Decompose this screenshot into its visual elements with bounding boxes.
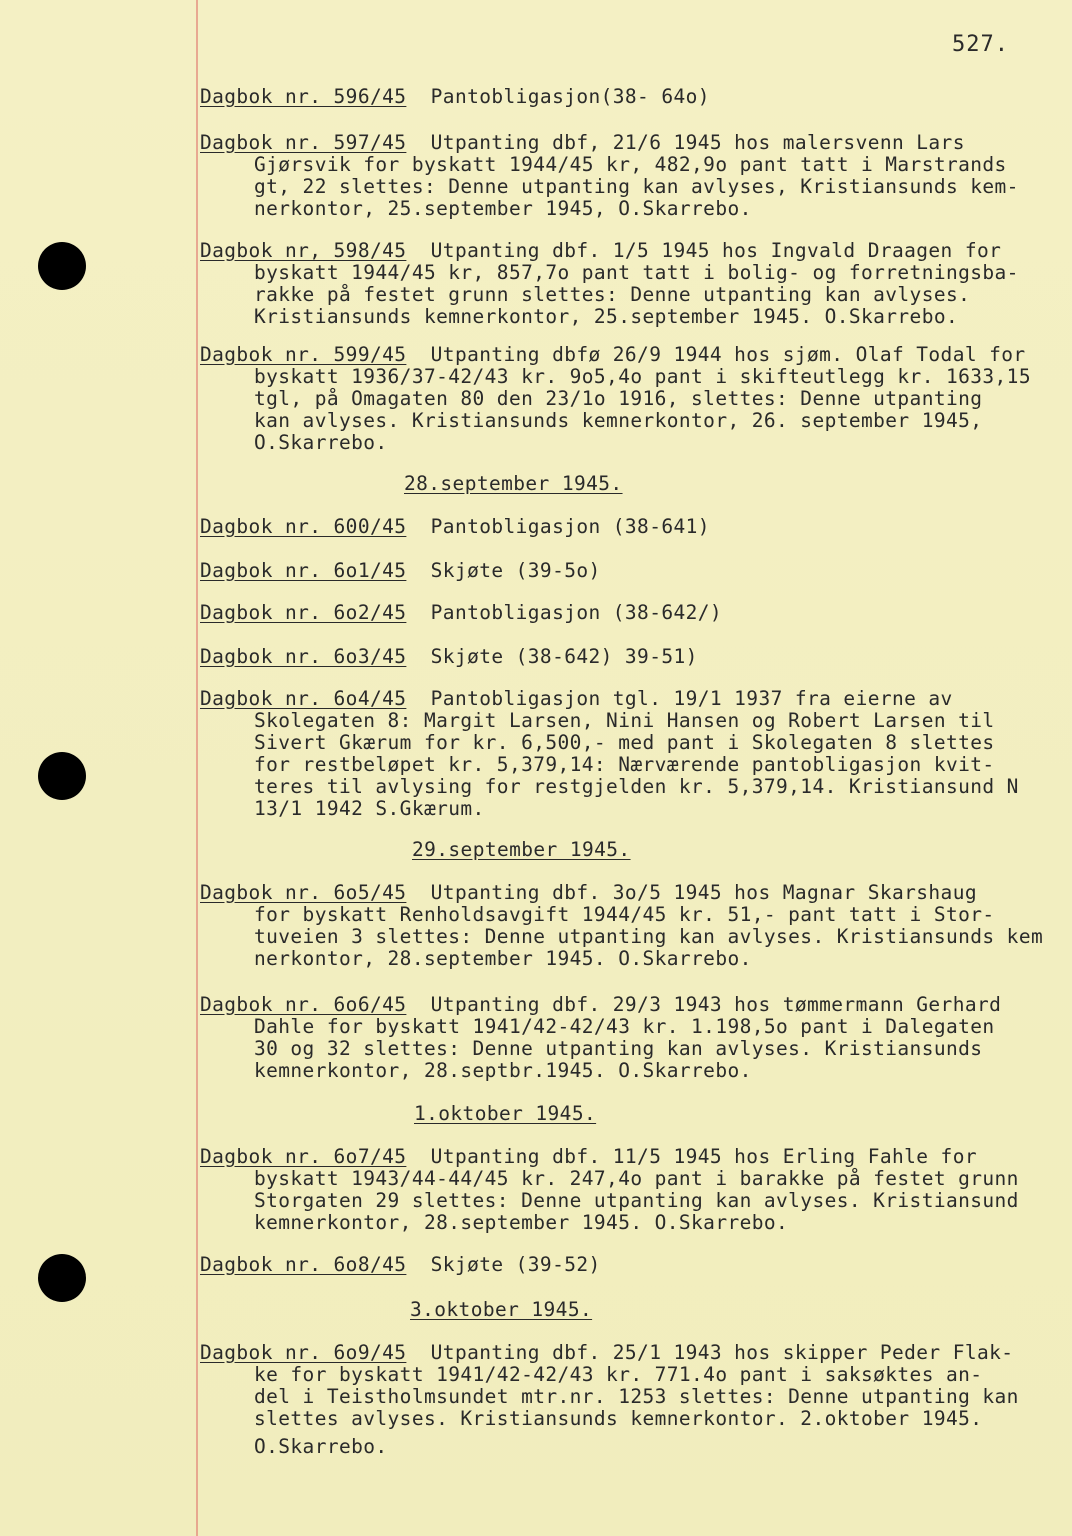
- entry-reference: Dagbok nr, 598/45: [200, 239, 407, 262]
- entry-text: kemnerkontor, 28.septbr.1945. O.Skarrebo.: [254, 1059, 752, 1082]
- entry-text: byskatt 1944/45 kr, 857,7o pant tatt i bolig- og forretningsba-: [254, 261, 1019, 284]
- entry-text: byskatt 1943/44-44/45 kr. 247,4o pant i barakke på festet grunn: [254, 1167, 1019, 1190]
- margin-rule: [196, 0, 198, 1536]
- date-heading: 1.oktober 1945.: [414, 1102, 597, 1125]
- entry-text: teres til avlysing for restgjelden kr. 5,379,14. Kristiansund N: [254, 775, 1019, 798]
- binder-hole: [38, 1254, 86, 1302]
- journal-entry: [200, 560, 1060, 582]
- entry-text: for restbeløpet kr. 5,379,14: Nærværende pantobligasjon kvit-: [254, 753, 995, 776]
- binder-hole: [38, 242, 86, 290]
- entry-text: Utpanting dbf. 25/1 1943 hos skipper Peder Flak-: [430, 1341, 1014, 1364]
- entry-reference: Dagbok nr. 6o2/45: [200, 601, 407, 624]
- entry-text: tgl, på Omagaten 80 den 23/1o 1916, slettes: Denne utpanting: [254, 387, 983, 410]
- entry-reference: Dagbok nr. 6o3/45: [200, 645, 407, 668]
- journal-entry: [200, 86, 1060, 108]
- entry-text: Pantobligasjon tgl. 19/1 1937 fra eierne av: [430, 687, 953, 710]
- entry-text: Utpanting dbf, 21/6 1945 hos malersvenn Lars: [430, 131, 965, 154]
- entry-reference: Dagbok nr. 6o4/45: [200, 687, 407, 710]
- entry-reference: Dagbok nr. 597/45: [200, 131, 407, 154]
- entry-text: Utpanting dbf. 11/5 1945 hos Erling Fahle for: [430, 1145, 977, 1168]
- journal-entry: [200, 646, 1060, 668]
- journal-entry: [200, 240, 1060, 328]
- entry-text: tuveien 3 slettes: Denne utpanting kan avlyses. Kristiansunds kem: [254, 925, 1044, 948]
- entry-text: Utpanting dbfø 26/9 1944 hos sjøm. Olaf Todal for: [430, 343, 1026, 366]
- entry-text: Pantobligasjon (38-641): [430, 515, 710, 538]
- entry-text: for byskatt Renholdsavgift 1944/45 kr. 51,- pant tatt i Stor-: [254, 903, 995, 926]
- journal-entry: [200, 882, 1060, 970]
- entry-reference: Dagbok nr. 596/45: [200, 85, 407, 108]
- entry-reference: Dagbok nr. 600/45: [200, 515, 407, 538]
- entry-reference: Dagbok nr. 6o5/45: [200, 881, 407, 904]
- entry-text: nerkontor, 25.september 1945, O.Skarrebo.: [254, 197, 752, 220]
- journal-entry: [200, 344, 1060, 454]
- entry-text: kan avlyses. Kristiansunds kemnerkontor, 26. september 1945,: [254, 409, 983, 432]
- entry-text: Utpanting dbf. 29/3 1943 hos tømmermann Gerhard: [430, 993, 1002, 1016]
- entry-text: gt, 22 slettes: Denne utpanting kan avlyses, Kristiansunds kem-: [254, 175, 1019, 198]
- binder-hole: [38, 752, 86, 800]
- entry-text: O.Skarrebo.: [254, 431, 388, 454]
- entry-text: byskatt 1936/37-42/43 kr. 9o5,4o pant i skifteutlegg kr. 1633,15: [254, 365, 1031, 388]
- date-heading: 28.september 1945.: [404, 472, 623, 495]
- entry-text: Dahle for byskatt 1941/42-42/43 kr. 1.198,5o pant i Dalegaten: [254, 1015, 995, 1038]
- entry-reference: Dagbok nr. 6o9/45: [200, 1341, 407, 1364]
- journal-entry: [200, 688, 1060, 820]
- entry-text: Utpanting dbf. 1/5 1945 hos Ingvald Draagen for: [430, 239, 1002, 262]
- journal-entry: [200, 994, 1060, 1082]
- entry-text: Storgaten 29 slettes: Denne utpanting kan avlyses. Kristiansund: [254, 1189, 1019, 1212]
- journal-entry: [200, 1342, 1060, 1458]
- page-number: 527.: [952, 32, 1009, 57]
- entry-reference: Dagbok nr. 6o8/45: [200, 1253, 407, 1276]
- date-heading: 3.oktober 1945.: [410, 1298, 593, 1321]
- journal-entry: [200, 516, 1060, 538]
- entry-text: Skjøte (39-52): [430, 1253, 601, 1276]
- entry-reference: Dagbok nr. 6o1/45: [200, 559, 407, 582]
- entry-text: nerkontor, 28.september 1945. O.Skarrebo.: [254, 947, 752, 970]
- entry-text: Sivert Gkærum for kr. 6,500,- med pant i Skolegaten 8 slettes: [254, 731, 995, 754]
- journal-entry: [200, 1146, 1060, 1234]
- entry-text: Pantobligasjon(38- 64o): [430, 85, 710, 108]
- entry-text: Skolegaten 8: Margit Larsen, Nini Hansen og Robert Larsen til: [254, 709, 995, 732]
- journal-entry: [200, 602, 1060, 624]
- entry-reference: Dagbok nr. 6o6/45: [200, 993, 407, 1016]
- entry-text: Skjøte (38-642) 39-51): [430, 645, 698, 668]
- entry-text: rakke på festet grunn slettes: Denne utpanting kan avlyses.: [254, 283, 971, 306]
- entry-reference: Dagbok nr. 599/45: [200, 343, 407, 366]
- entry-text: ke for byskatt 1941/42-42/43 kr. 771.4o pant i saksøktes an-: [254, 1363, 983, 1386]
- entry-text: del i Teistholmsundet mtr.nr. 1253 slettes: Denne utpanting kan: [254, 1385, 1019, 1408]
- entry-text: Pantobligasjon (38-642/): [430, 601, 723, 624]
- date-heading: 29.september 1945.: [412, 838, 631, 861]
- journal-entry: [200, 132, 1060, 220]
- entry-text: O.Skarrebo.: [254, 1435, 388, 1458]
- entry-text: Kristiansunds kemnerkontor, 25.september 1945. O.Skarrebo.: [254, 305, 959, 328]
- entry-text: 30 og 32 slettes: Denne utpanting kan avlyses. Kristiansunds: [254, 1037, 983, 1060]
- entry-text: slettes avlyses. Kristiansunds kemnerkontor. 2.oktober 1945.: [254, 1407, 983, 1430]
- entry-text: 13/1 1942 S.Gkærum.: [254, 797, 485, 820]
- entry-reference: Dagbok nr. 6o7/45: [200, 1145, 407, 1168]
- entry-text: kemnerkontor, 28.september 1945. O.Skarrebo.: [254, 1211, 789, 1234]
- entry-text: Utpanting dbf. 3o/5 1945 hos Magnar Skarshaug: [430, 881, 977, 904]
- journal-entry: [200, 1254, 1060, 1276]
- entry-text: Skjøte (39-5o): [430, 559, 601, 582]
- entry-text: Gjørsvik for byskatt 1944/45 kr, 482,9o pant tatt i Marstrands: [254, 153, 1007, 176]
